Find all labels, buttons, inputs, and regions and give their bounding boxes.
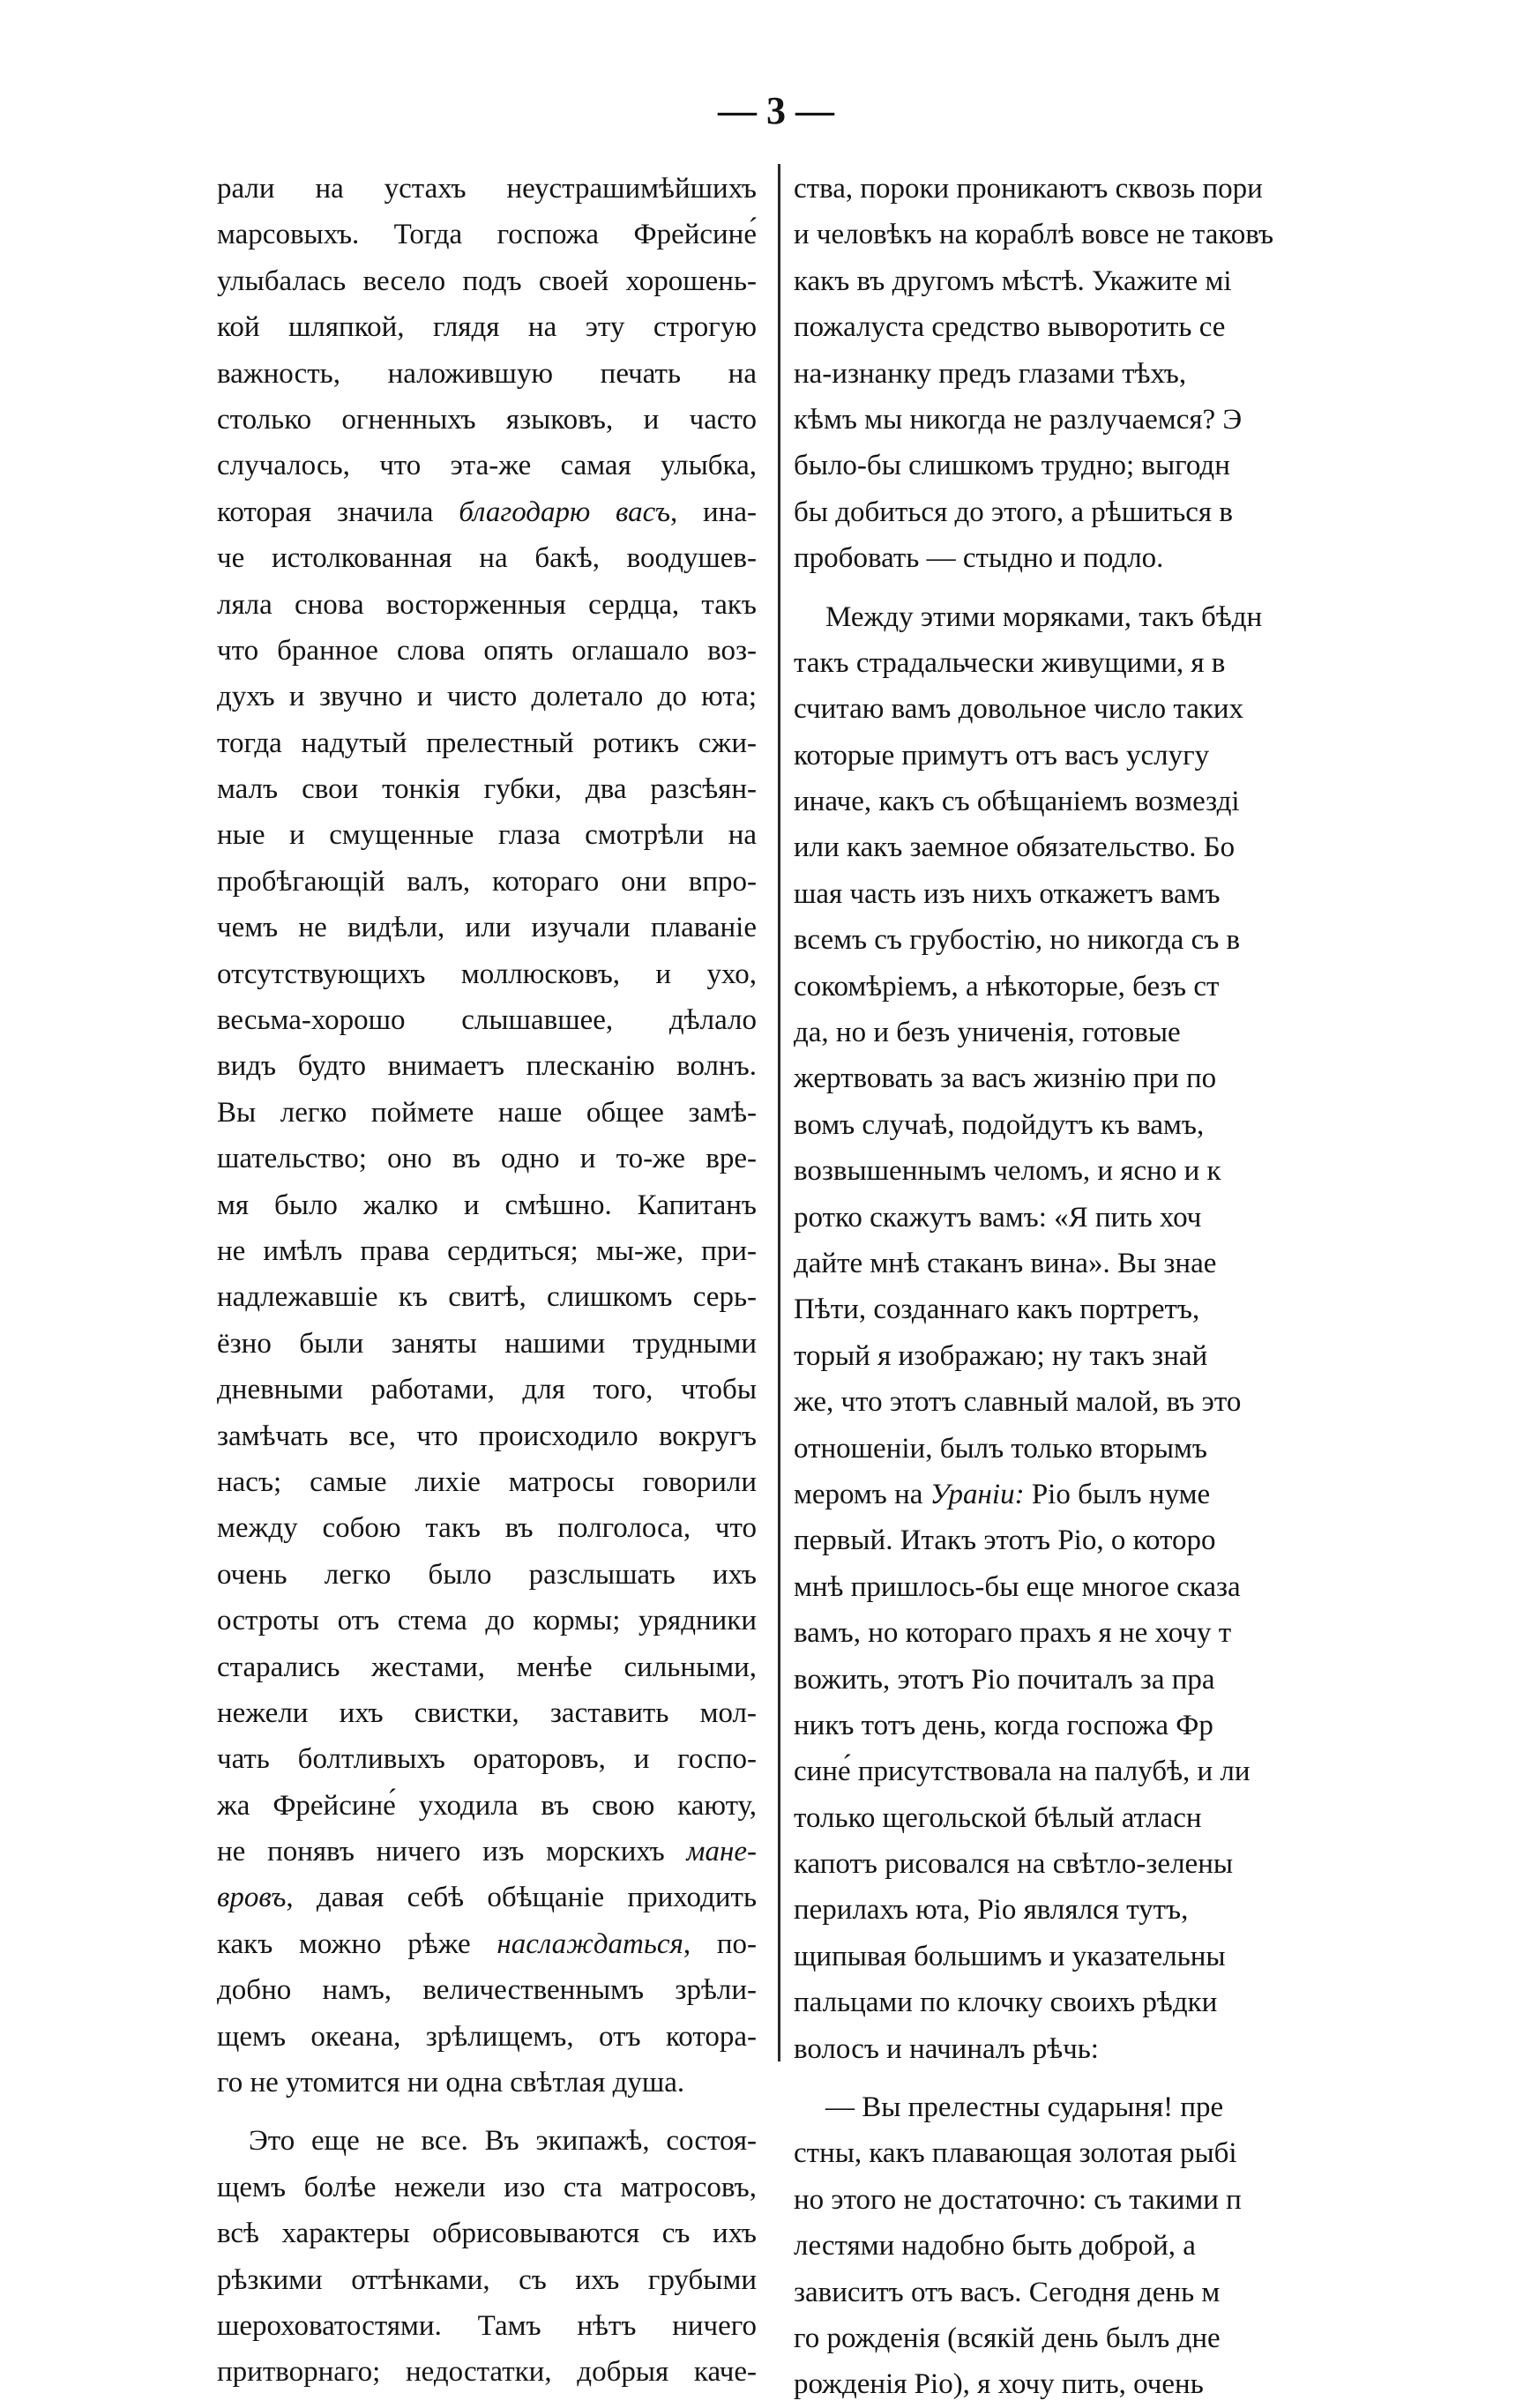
text-line: шероховатостями. Тамъ нѣтъ ничего (217, 2309, 757, 2342)
text-line: весьма-хорошо слышавшее, дѣлало (217, 1004, 757, 1037)
text-line: рожденія Ріо), я хочу пить, очень (794, 2368, 1204, 2401)
text-line: ротко скажутъ вамъ: «Я пить хоч (794, 1201, 1202, 1234)
text-line: добно намъ, величественнымъ зрѣли- (217, 1974, 757, 2007)
text-line: никъ тотъ день, когда госпожа Фр (794, 1709, 1213, 1741)
italic-phrase: мане- (686, 1836, 757, 1868)
text-line: ёзно были заняты нашими трудными (217, 1327, 757, 1360)
text-line: важность, наложившую печать на (217, 357, 757, 390)
text-line: мя было жалко и смѣшно. Капитанъ (217, 1189, 757, 1221)
text-line: вомъ случаѣ, подойдутъ къ вамъ, (794, 1108, 1205, 1141)
text-run: , давая себѣ обѣщаніе приходить (286, 1882, 757, 1914)
text-line: случалось, что эта-же самая улыбка, (217, 450, 757, 482)
text-line: первый. Итакъ этотъ Ріо, о которо (794, 1525, 1216, 1557)
text-line: дайте мнѣ стаканъ вина». Вы знае (794, 1247, 1217, 1279)
text-line: ляла снова восторженныя сердца, такъ (217, 588, 757, 621)
page-number: — 3 — (718, 89, 834, 132)
text-line: кѣмъ мы никогда не разлучаемся? Э (794, 403, 1243, 436)
text-line: стны, какъ плавающая золотая рыбі (794, 2137, 1237, 2170)
text-line: сокомѣріемъ, а нѣкоторые, безъ ст (794, 970, 1220, 1003)
text-line: зависитъ отъ васъ. Сегодня день м (794, 2276, 1221, 2308)
column-divider (778, 164, 780, 2061)
text-line: замѣчать все, что происходило вокругъ (217, 1420, 757, 1452)
text-line: пальцами по клочку своихъ рѣдки (794, 1987, 1218, 2019)
text-line: рали на устахъ неустрашимѣйшихъ (217, 173, 757, 205)
text-line: Вы легко поймете наше общее замѣ- (217, 1096, 757, 1129)
text-line: отсутствующихъ моллюсковъ, и ухо, (217, 958, 757, 990)
text-line: жа Фрейсине́ уходила въ свою каюту, (217, 1789, 757, 1822)
text-line: — Вы прелестны сударыня! пре (825, 2091, 1224, 2124)
text-line: которые примутъ отъ васъ услугу (794, 739, 1210, 772)
text-line: чать болтливыхъ ораторовъ, и госпо- (217, 1743, 757, 1776)
text-line: же, что этотъ славный малой, въ это (794, 1386, 1242, 1419)
italic-phrase: наслаждаться (496, 1927, 683, 1960)
text-line: всемъ съ грубостію, но никогда съ в (794, 924, 1241, 957)
text-line: чемъ не видѣли, или изучали плаваніе (217, 912, 757, 944)
text-line: вожить, этотъ Ріо почиталъ за пра (794, 1663, 1215, 1696)
text-line: очень легко было разслышать ихъ (217, 1558, 757, 1591)
right-column (794, 166, 1323, 2408)
text-line: не имѣлъ права сердиться; мы-же, при- (217, 1234, 757, 1267)
text-line: было-бы слишкомъ трудно; выгодн (794, 450, 1230, 482)
text-line (794, 1472, 1323, 1517)
text-run: меромъ на (794, 1478, 930, 1510)
text-line: пожалуста средство выворотить се (794, 311, 1226, 344)
text-line: какъ въ другомъ мѣстѣ. Укажите мі (794, 265, 1232, 297)
italic-phrase: Ураніи: (930, 1478, 1025, 1510)
text-line: шая часть изъ нихъ откажетъ вамъ (794, 877, 1221, 910)
text-line: Это еще не все. Въ экипажѣ, состоя- (249, 2125, 757, 2158)
text-line: шательство; оно въ одно и то-же вре- (217, 1143, 757, 1175)
text-line: го рожденія (всякій день былъ дне (794, 2322, 1221, 2354)
text-line (217, 1829, 757, 1875)
text-line: малъ свои тонкія губки, два разсѣян- (217, 773, 757, 806)
text-line (217, 1921, 757, 1967)
text-line: и человѣкъ на кораблѣ вовсе не таковъ (794, 219, 1274, 251)
text-line: ные и смущенные глаза смотрѣли на (217, 819, 757, 852)
text-line: щемъ болѣе нежели изо ста матросовъ, (217, 2171, 757, 2203)
text-line: пробѣгающій валъ, котораго они впро- (217, 865, 757, 898)
text-run: не понявъ ничего изъ морскихъ (217, 1836, 687, 1868)
text-line: всѣ характеры обрисовываются съ ихъ (217, 2218, 757, 2250)
text-line: перилахъ юта, Ріо являлся тутъ, (794, 1894, 1189, 1927)
text-line: притворнаго; недостатки, добрыя каче- (217, 2356, 757, 2389)
text-line: дневными работами, для того, чтобы (217, 1374, 757, 1406)
text-run: которая значила (217, 496, 459, 528)
text-line: улыбалась весело подъ своей хорошень- (217, 265, 757, 297)
text-line: щипывая большимъ и указательны (794, 1940, 1226, 1972)
text-line: кой шляпкой, глядя на эту строгую (217, 311, 757, 344)
text-line: старались жестами, менѣе сильными, (217, 1651, 757, 1683)
text-line: рѣзкими оттѣнками, съ ихъ грубыми (217, 2263, 757, 2296)
text-line: только щегольской бѣлый атласн (794, 1801, 1202, 1834)
text-line: тогда надутый прелестный ротикъ сжи- (217, 727, 757, 759)
text-line: мнѣ пришлось-бы еще многое сказа (794, 1570, 1241, 1603)
text-line: такъ страдальчески живущими, я в (794, 646, 1226, 679)
text-line: считаю вамъ довольное число таких (794, 693, 1244, 726)
text-line: пробовать — стыдно и подло. (794, 542, 1164, 575)
text-line: нежели ихъ свистки, заставить мол- (217, 1696, 757, 1729)
text-line: иначе, какъ съ обѣщаніемъ возмезді (794, 786, 1240, 818)
text-line: лестями надобно быть доброй, а (794, 2230, 1196, 2263)
text-line: да, но и безъ униченія, готовые (794, 1017, 1181, 1049)
italic-phrase: вровъ (217, 1882, 287, 1914)
text-line: Между этими моряками, такъ бѣдн (825, 600, 1263, 633)
text-line: надлежавшіе къ свитѣ, слишкомъ серь- (217, 1281, 757, 1314)
text-line: отношеніи, былъ только вторымъ (794, 1432, 1207, 1465)
text-line: че истолкованная на бакѣ, воодушев- (217, 542, 757, 575)
text-line: но этого не достаточно: съ такими п (794, 2183, 1242, 2216)
text-line: насъ; самые лихіе матросы говорили (217, 1465, 757, 1498)
text-line: го не утомится ни одна свѣтлая душа. (217, 2067, 685, 2099)
text-line: между собою такъ въ полголоса, что (217, 1512, 757, 1545)
text-line: марсовыхъ. Тогда госпожа Фрейсине́ (217, 219, 757, 251)
text-line: капотъ рисовался на свѣтло-зелены (794, 1848, 1234, 1881)
text-line: духъ и звучно и чисто долетало до юта; (217, 681, 757, 713)
italic-phrase: благодарю васъ (459, 496, 670, 528)
text-run: , ина- (669, 496, 757, 528)
text-line: волосъ и начиналъ рѣчь: (794, 2032, 1099, 2065)
text-line: сине́ присутствовала на палубѣ, и ли (794, 1756, 1251, 1788)
text-line: на-изнанку предъ глазами тѣхъ, (794, 357, 1187, 390)
text-line: столько огненныхъ языковъ, и часто (217, 403, 757, 436)
text-line: ства, пороки проникаютъ сквозь пори (794, 173, 1263, 205)
text-line: остроты отъ стема до кормы; урядники (217, 1605, 757, 1637)
text-line: вамъ, но котораго прахъ я не хочу т (794, 1617, 1232, 1650)
left-column (217, 166, 757, 2396)
text-line (217, 1875, 757, 1920)
text-line: или какъ заемное обязательство. Бо (794, 831, 1236, 864)
text-line (217, 489, 757, 535)
text-line: что бранное слова опять оглашало воз- (217, 634, 757, 667)
text-line: щемъ океана, зрѣлищемъ, отъ котора- (217, 2020, 757, 2053)
text-line: Пѣти, созданнаго какъ портретъ, (794, 1293, 1200, 1326)
text-run: Ріо былъ нуме (1024, 1478, 1211, 1510)
text-run: , по- (683, 1927, 757, 1960)
text-line: возвышеннымъ челомъ, и ясно и к (794, 1155, 1221, 1188)
text-line: жертвовать за васъ жизнію при по (794, 1062, 1217, 1095)
text-line: торый я изображаю; ну такъ знай (794, 1339, 1208, 1372)
text-line: видъ будто внимаетъ плесканію волнъ. (217, 1050, 757, 1083)
text-line: бы добиться до этого, а рѣшиться в (794, 496, 1233, 528)
text-run: какъ можно рѣже (217, 1927, 497, 1960)
